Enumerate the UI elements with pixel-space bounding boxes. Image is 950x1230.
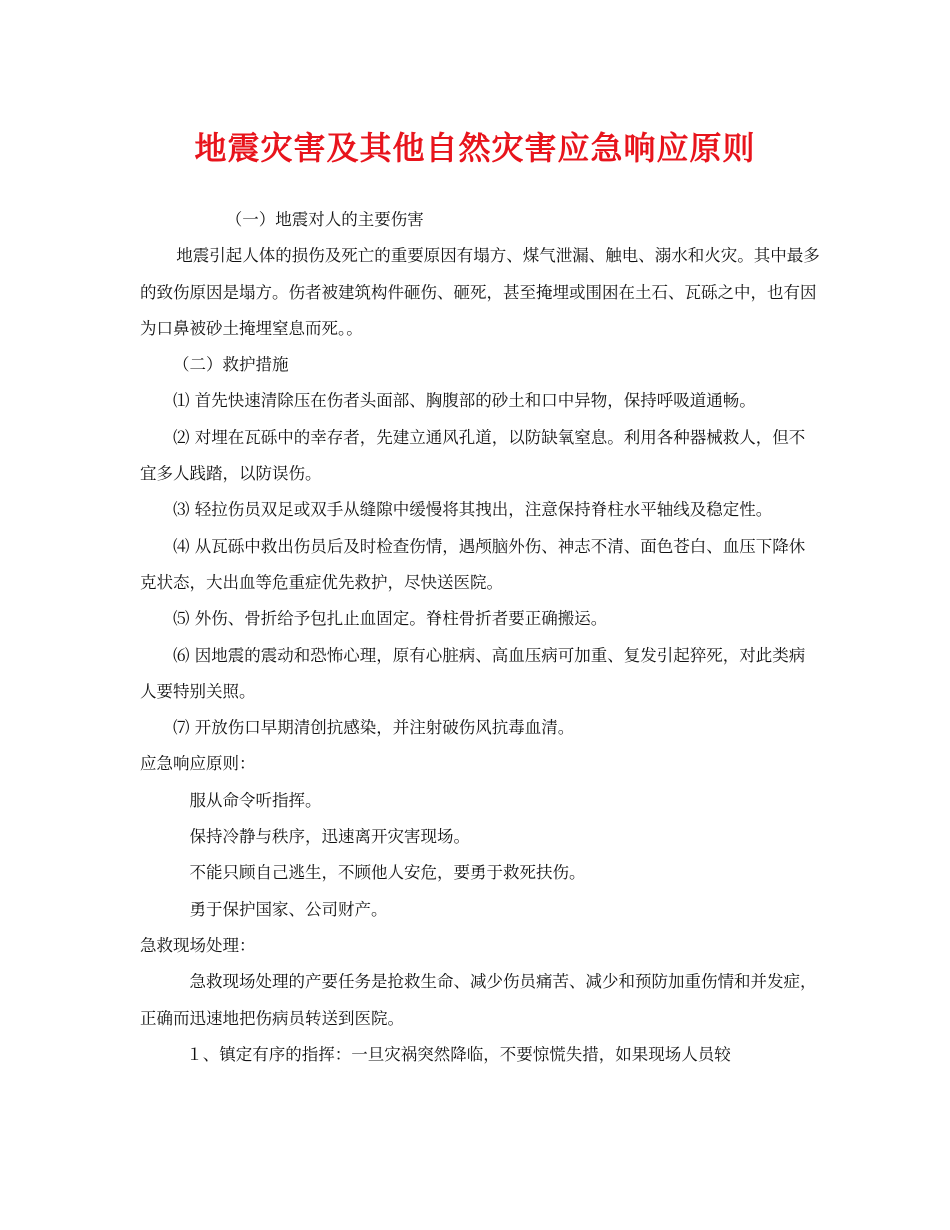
rescue-step-3: ⑶ 轻拉伤员双足或双手从缝隙中缓慢将其拽出，注意保持脊柱水平轴线及稳定性。 (173, 500, 773, 520)
paragraph-injury-causes: 地震引起人体的损伤及死亡的重要原因有塌方、煤气泄漏、触电、溺水和火灾。其中最多的致伤原因是塌方。伤者被建筑构件砸伤、砸死，甚至掩埋或围困在土石、瓦砾之中，也有因为口鼻被砂土掩埋窒息而死。。 (140, 246, 820, 338)
rescue-step-2: ⑵ 对埋在瓦砾中的幸存者，先建立通风孔道，以防缺氧窒息。利用各种器械救人，但不宜多人践踏，以防误伤。 (140, 427, 806, 484)
section-heading-principles: 应急响应原则： (140, 754, 256, 774)
section-heading-rescue: （二）救护措施 (173, 355, 289, 375)
rescue-step-4: ⑷ 从瓦砾中救出伤员后及时检查伤情，遇颅脑外伤、神志不清、面色苍白、血压下降休克状态，大出血等危重症优先救护，尽快送医院。 (140, 536, 806, 592)
rescue-step-6: ⑹ 因地震的震动和恐怖心理，原有心脏病、高血压病可加重、复发引起猝死，对此类病人要特别关照。 (140, 645, 806, 701)
document-body (140, 202, 820, 1073)
document-title: 地震灾害及其他自然灾害应急响应原则 (194, 129, 756, 167)
principle-4: 勇于保护国家、公司财产。 (189, 899, 388, 919)
section-heading-injuries: （一）地震对人的主要伤害 (225, 210, 424, 229)
paragraph-first-aid-step-1: １、镇定有序的指挥：一旦灾祸突然降临，不要惊慌失措，如果现场人员较 (186, 1044, 731, 1064)
principle-1: 服从命令听指挥。 (189, 790, 322, 810)
section-heading-first-aid: 急救现场处理： (140, 935, 256, 955)
rescue-step-1: ⑴ 首先快速清除压在伤者头面部、胸腹部的砂土和口中异物，保持呼吸道通畅。 (173, 391, 756, 411)
principle-2: 保持冷静与秩序，迅速离开灾害现场。 (189, 827, 470, 847)
rescue-step-7: ⑺ 开放伤口早期清创抗感染，并注射破伤风抗毒血清。 (173, 718, 575, 738)
paragraph-first-aid-tasks: 急救现场处理的产要任务是抢救生命、减少伤员痛苦、减少和预防加重伤情和并发症，正确而迅速地把伤病员转送到医院。 (140, 972, 817, 1028)
principle-3: 不能只顾自己逃生，不顾他人安危，要勇于救死扶伤。 (189, 863, 586, 883)
rescue-step-5: ⑸ 外伤、骨折给予包扎止血固定。脊柱骨折者要正确搬运。 (173, 609, 608, 629)
